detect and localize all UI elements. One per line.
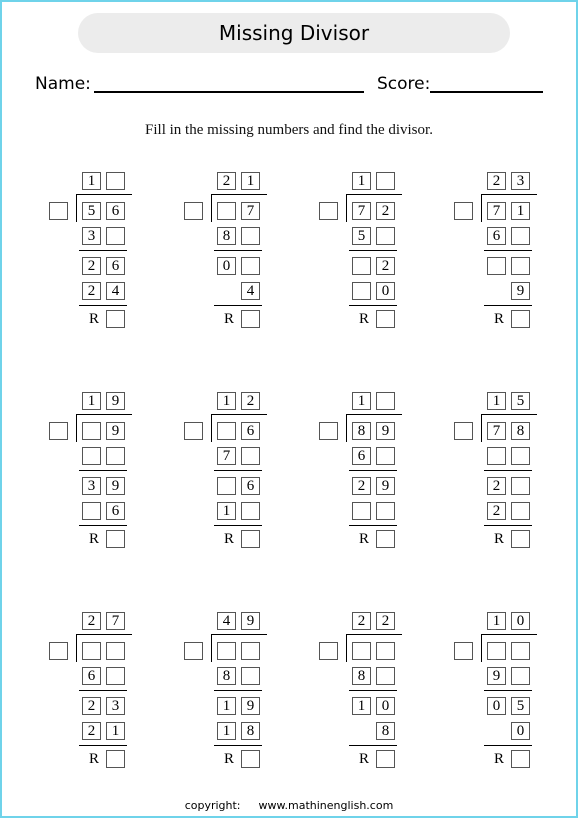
division-bar xyxy=(211,634,267,635)
quotient-digit-box: 5 xyxy=(511,392,530,410)
remainder-box[interactable] xyxy=(376,310,395,328)
sub2-digit-box: 0 xyxy=(376,282,395,300)
subtraction-line xyxy=(214,470,262,471)
quotient-digit-box: 9 xyxy=(106,392,125,410)
rem1-digit-box[interactable] xyxy=(511,477,530,495)
sub1-digit-box: 6 xyxy=(487,227,506,245)
sub1-digit-box[interactable] xyxy=(511,667,530,685)
subtraction-line xyxy=(79,525,127,526)
quotient-digit-box: 2 xyxy=(241,392,260,410)
subtraction-line xyxy=(349,525,397,526)
subtraction-line xyxy=(214,690,262,691)
quotient-digit-box[interactable] xyxy=(376,172,395,190)
subtraction-line xyxy=(349,305,397,306)
quotient-digit-box[interactable] xyxy=(106,172,125,190)
subtraction-line xyxy=(79,470,127,471)
subtraction-line xyxy=(484,250,532,251)
division-bar xyxy=(211,414,267,415)
remainder-box[interactable] xyxy=(376,750,395,768)
remainder-label: R xyxy=(89,311,100,327)
quotient-digit-box: 1 xyxy=(487,392,506,410)
division-bar xyxy=(76,414,132,415)
quotient-digit-box: 0 xyxy=(511,612,530,630)
sub1-digit-box: 8 xyxy=(217,667,236,685)
divisor-box[interactable] xyxy=(49,642,68,660)
rem1-digit-box: 9 xyxy=(106,477,125,495)
sub1-digit-box: 3 xyxy=(82,227,101,245)
name-line xyxy=(94,91,364,93)
sub2-digit-box[interactable] xyxy=(352,282,371,300)
copyright-label: copyright: xyxy=(184,799,241,812)
subtraction-line xyxy=(214,250,262,251)
divisor-box[interactable] xyxy=(319,202,338,220)
division-bracket xyxy=(481,634,482,662)
rem1-digit-box: 3 xyxy=(82,477,101,495)
sub2-digit-box[interactable] xyxy=(511,502,530,520)
rem1-digit-box: 2 xyxy=(352,477,371,495)
rem1-digit-box: 2 xyxy=(82,697,101,715)
subtraction-line xyxy=(484,690,532,691)
subtraction-line xyxy=(349,690,397,691)
sub2-digit-box: 1 xyxy=(217,722,236,740)
subtraction-line xyxy=(79,690,127,691)
remainder-box[interactable] xyxy=(241,530,260,548)
subtraction-line xyxy=(484,305,532,306)
division-bracket xyxy=(76,414,77,442)
quotient-digit-box: 1 xyxy=(352,172,371,190)
sub2-digit-box: 2 xyxy=(82,722,101,740)
quotient-digit-box[interactable] xyxy=(376,392,395,410)
remainder-label: R xyxy=(224,751,235,767)
sub1-digit-box[interactable] xyxy=(82,447,101,465)
division-bar xyxy=(346,194,402,195)
division-bar xyxy=(481,414,537,415)
rem1-digit-box: 2 xyxy=(82,257,101,275)
sub1-digit-box: 7 xyxy=(217,447,236,465)
divisor-box[interactable] xyxy=(454,202,473,220)
sub2-digit-box: 4 xyxy=(241,282,260,300)
dividend-digit-box[interactable] xyxy=(82,642,101,660)
subtraction-line xyxy=(79,250,127,251)
division-bar xyxy=(346,414,402,415)
sub1-digit-box[interactable] xyxy=(511,227,530,245)
sub1-digit-box[interactable] xyxy=(376,447,395,465)
rem1-digit-box: 9 xyxy=(376,477,395,495)
remainder-label: R xyxy=(359,311,370,327)
sub1-digit-box[interactable] xyxy=(106,227,125,245)
rem1-digit-box: 5 xyxy=(511,697,530,715)
quotient-digit-box: 1 xyxy=(241,172,260,190)
division-bar xyxy=(346,634,402,635)
rem1-digit-box: 6 xyxy=(241,477,260,495)
rem1-digit-box[interactable] xyxy=(217,477,236,495)
subtraction-line xyxy=(484,470,532,471)
sub1-digit-box[interactable] xyxy=(376,667,395,685)
sub2-digit-box: 2 xyxy=(487,502,506,520)
copyright-url: www.mathinenglish.com xyxy=(258,799,394,812)
quotient-digit-box: 2 xyxy=(376,612,395,630)
quotient-digit-box: 7 xyxy=(106,612,125,630)
sub2-digit-box: 0 xyxy=(511,722,530,740)
rem1-digit-box: 0 xyxy=(376,697,395,715)
divisor-box[interactable] xyxy=(184,422,203,440)
dividend-digit-box[interactable] xyxy=(106,642,125,660)
quotient-digit-box: 2 xyxy=(82,612,101,630)
sub2-digit-box: 2 xyxy=(82,282,101,300)
remainder-box[interactable] xyxy=(106,750,125,768)
dividend-digit-box: 7 xyxy=(352,202,371,220)
division-bar xyxy=(76,634,132,635)
remainder-box[interactable] xyxy=(511,310,530,328)
dividend-digit-box[interactable] xyxy=(241,642,260,660)
dividend-digit-box[interactable] xyxy=(82,422,101,440)
remainder-box[interactable] xyxy=(241,310,260,328)
sub1-digit-box: 8 xyxy=(217,227,236,245)
rem1-digit-box: 0 xyxy=(217,257,236,275)
rem1-digit-box: 3 xyxy=(106,697,125,715)
quotient-digit-box: 2 xyxy=(352,612,371,630)
dividend-digit-box[interactable] xyxy=(217,642,236,660)
rem1-digit-box: 1 xyxy=(352,697,371,715)
sub1-digit-box: 6 xyxy=(352,447,371,465)
rem1-digit-box[interactable] xyxy=(352,257,371,275)
remainder-label: R xyxy=(359,751,370,767)
remainder-label: R xyxy=(494,751,505,767)
sub1-digit-box[interactable] xyxy=(487,447,506,465)
quotient-digit-box: 1 xyxy=(82,172,101,190)
remainder-label: R xyxy=(494,311,505,327)
divisor-box[interactable] xyxy=(454,422,473,440)
sub2-digit-box[interactable] xyxy=(352,502,371,520)
score-label: Score: xyxy=(377,74,431,94)
division-bracket xyxy=(211,634,212,662)
sub2-digit-box[interactable] xyxy=(376,502,395,520)
divisor-box[interactable] xyxy=(319,642,338,660)
worksheet-title: Missing Divisor xyxy=(78,13,510,53)
dividend-digit-box: 8 xyxy=(352,422,371,440)
quotient-digit-box: 4 xyxy=(217,612,236,630)
instructions: Fill in the missing numbers and find the divisor. xyxy=(145,122,433,138)
subtraction-line xyxy=(349,470,397,471)
dividend-digit-box[interactable] xyxy=(511,642,530,660)
divisor-box[interactable] xyxy=(49,202,68,220)
subtraction-line xyxy=(214,745,262,746)
dividend-digit-box: 9 xyxy=(376,422,395,440)
sub1-digit-box: 9 xyxy=(487,667,506,685)
dividend-digit-box: 5 xyxy=(82,202,101,220)
division-bar xyxy=(481,194,537,195)
sub2-digit-box: 1 xyxy=(217,502,236,520)
division-bracket xyxy=(76,194,77,222)
sub1-digit-box[interactable] xyxy=(106,667,125,685)
remainder-box[interactable] xyxy=(106,310,125,328)
sub1-digit-box[interactable] xyxy=(106,447,125,465)
divisor-box[interactable] xyxy=(184,202,203,220)
rem1-digit-box[interactable] xyxy=(511,257,530,275)
dividend-digit-box[interactable] xyxy=(352,642,371,660)
subtraction-line xyxy=(79,305,127,306)
remainder-label: R xyxy=(494,531,505,547)
division-bracket xyxy=(211,414,212,442)
score-line xyxy=(430,91,543,93)
dividend-digit-box: 1 xyxy=(511,202,530,220)
sub1-digit-box[interactable] xyxy=(376,227,395,245)
divisor-box[interactable] xyxy=(49,422,68,440)
division-bracket xyxy=(481,414,482,442)
remainder-box[interactable] xyxy=(241,750,260,768)
dividend-digit-box: 2 xyxy=(376,202,395,220)
subtraction-line xyxy=(79,745,127,746)
division-bracket xyxy=(346,194,347,222)
quotient-digit-box: 2 xyxy=(217,172,236,190)
sub2-digit-box[interactable] xyxy=(82,502,101,520)
division-bar xyxy=(211,194,267,195)
division-bar xyxy=(76,194,132,195)
sub2-digit-box: 6 xyxy=(106,502,125,520)
quotient-digit-box: 9 xyxy=(241,612,260,630)
subtraction-line xyxy=(349,745,397,746)
sub1-digit-box[interactable] xyxy=(511,447,530,465)
sub2-digit-box: 8 xyxy=(241,722,260,740)
sub1-digit-box[interactable] xyxy=(241,227,260,245)
sub1-digit-box: 5 xyxy=(352,227,371,245)
quotient-digit-box: 1 xyxy=(217,392,236,410)
remainder-label: R xyxy=(224,311,235,327)
dividend-digit-box[interactable] xyxy=(217,422,236,440)
rem1-digit-box: 1 xyxy=(217,697,236,715)
rem1-digit-box: 2 xyxy=(487,477,506,495)
remainder-box[interactable] xyxy=(511,750,530,768)
footer xyxy=(2,799,576,812)
sub1-digit-box[interactable] xyxy=(241,667,260,685)
divisor-box[interactable] xyxy=(319,422,338,440)
remainder-label: R xyxy=(89,751,100,767)
division-bracket xyxy=(76,634,77,662)
rem1-digit-box[interactable] xyxy=(241,257,260,275)
remainder-box[interactable] xyxy=(376,530,395,548)
subtraction-line xyxy=(484,745,532,746)
dividend-digit-box: 6 xyxy=(241,422,260,440)
subtraction-line xyxy=(214,305,262,306)
dividend-digit-box: 9 xyxy=(106,422,125,440)
division-bracket xyxy=(346,634,347,662)
dividend-digit-box: 7 xyxy=(487,202,506,220)
dividend-digit-box: 7 xyxy=(241,202,260,220)
sub2-digit-box: 8 xyxy=(376,722,395,740)
quotient-digit-box: 1 xyxy=(82,392,101,410)
rem1-digit-box: 6 xyxy=(106,257,125,275)
quotient-digit-box: 1 xyxy=(487,612,506,630)
divisor-box[interactable] xyxy=(454,642,473,660)
quotient-digit-box: 1 xyxy=(352,392,371,410)
dividend-digit-box: 7 xyxy=(487,422,506,440)
sub1-digit-box: 8 xyxy=(352,667,371,685)
remainder-label: R xyxy=(359,531,370,547)
division-bracket xyxy=(346,414,347,442)
rem1-digit-box: 9 xyxy=(241,697,260,715)
sub1-digit-box[interactable] xyxy=(241,447,260,465)
dividend-digit-box[interactable] xyxy=(217,202,236,220)
rem1-digit-box: 0 xyxy=(487,697,506,715)
sub2-digit-box: 4 xyxy=(106,282,125,300)
remainder-label: R xyxy=(224,531,235,547)
sub2-digit-box: 9 xyxy=(511,282,530,300)
divisor-box[interactable] xyxy=(184,642,203,660)
subtraction-line xyxy=(484,525,532,526)
sub1-digit-box: 6 xyxy=(82,667,101,685)
division-bar xyxy=(481,634,537,635)
division-bracket xyxy=(481,194,482,222)
dividend-digit-box: 8 xyxy=(511,422,530,440)
dividend-digit-box[interactable] xyxy=(376,642,395,660)
dividend-digit-box[interactable] xyxy=(487,642,506,660)
remainder-label: R xyxy=(89,531,100,547)
subtraction-line xyxy=(214,525,262,526)
remainder-box[interactable] xyxy=(106,530,125,548)
sub2-digit-box[interactable] xyxy=(241,502,260,520)
division-bracket xyxy=(211,194,212,222)
remainder-box[interactable] xyxy=(511,530,530,548)
rem1-digit-box: 2 xyxy=(376,257,395,275)
subtraction-line xyxy=(349,250,397,251)
name-label: Name: xyxy=(35,74,91,94)
dividend-digit-box: 6 xyxy=(106,202,125,220)
quotient-digit-box: 3 xyxy=(511,172,530,190)
sub2-digit-box: 1 xyxy=(106,722,125,740)
quotient-digit-box: 2 xyxy=(487,172,506,190)
rem1-digit-box[interactable] xyxy=(487,257,506,275)
